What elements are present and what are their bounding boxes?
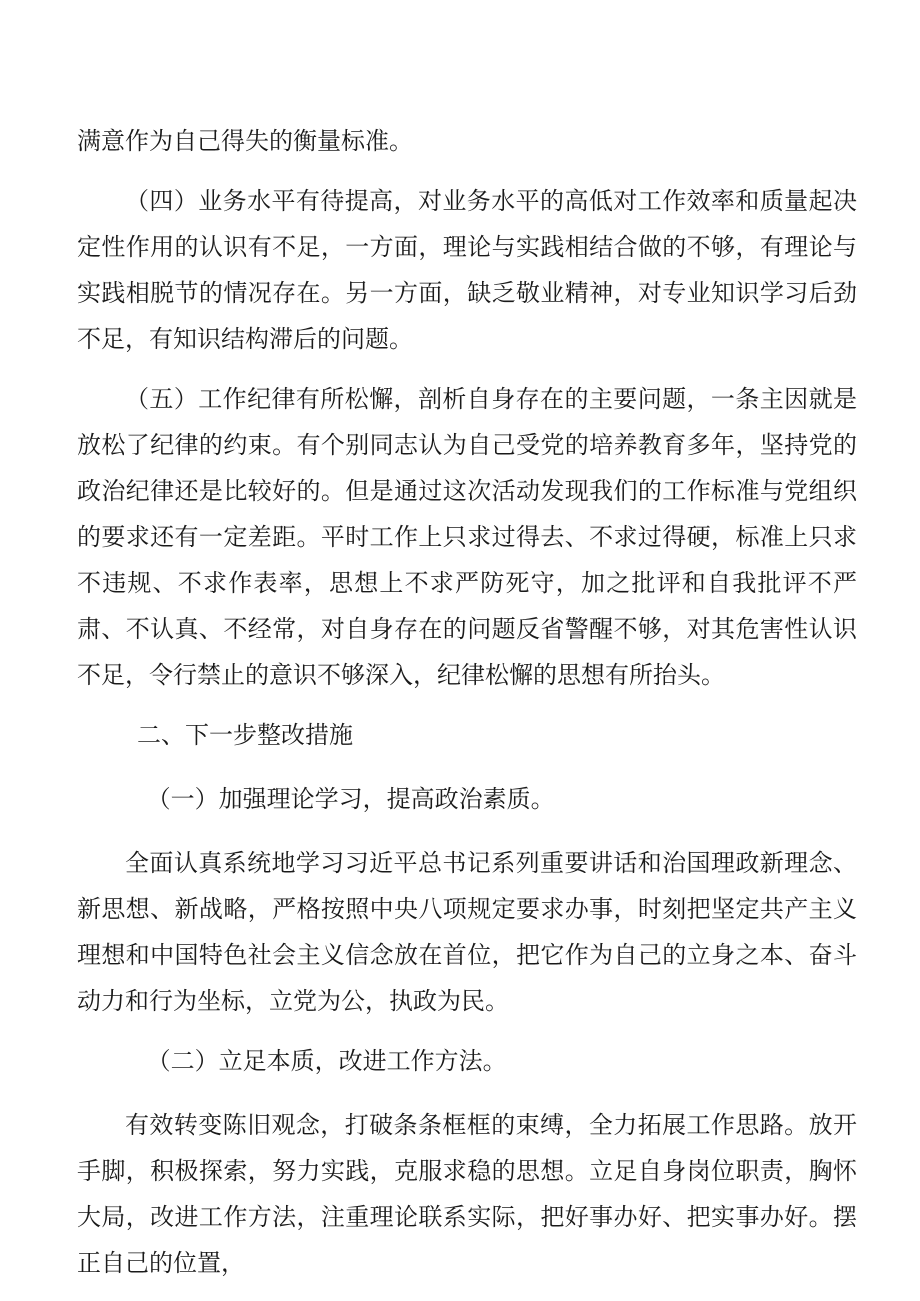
paragraph-measure-2: 有效转变陈旧观念，打破条条框框的束缚，全力拓展工作思路。放开手脚，积极探索，努力实践，克服求稳的思想。立足自身岗位职责，胸怀大局，改进工作方法，注重理论联系实际，把好事办好、把实事办好。摆正自己的位置， [77, 1111, 857, 1277]
paragraph-item-5: （五）工作纪律有所松懈，剖析自身存在的主要问题，一条主因就是放松了纪律的约束。有个别同志认为自己受党的培养教育多年，坚持党的政治纪律还是比较好的。但是通过这次活动发现我们的工作标准与党组织的要求还有一定差距。平时工作上只求过得去、不求过得硬，标准上只求不违规、不求作表率，思想上不求严防死守，加之批评和自我批评不严肃、不认真、不经常，对自身存在的问题反省警醒不够，对其危害性认识不足，令行禁止的意识不够深入，纪律松懈的思想有所抬头。 [77, 385, 857, 689]
section-heading-2: 二、下一步整改措施 [137, 721, 353, 749]
document-body [77, 118, 857, 1300]
paragraph-measure-1: 全面认真系统地学习习近平总书记系列重要讲话和治国理政新理念、新思想、新战略，严格按照中央八项规定要求办事，时刻把坚定共产主义理想和中国特色社会主义信念放在首位，把它作为自己的立身之本、奋斗动力和行为坐标，立党为公，执政为民。 [77, 849, 857, 1015]
subheading-1: （一）加强理论学习，提高政治素质。 [146, 785, 555, 813]
subheading-2: （二）立足本质，改进工作方法。 [146, 1047, 507, 1075]
paragraph-item-4: （四）业务水平有待提高，对业务水平的高低对工作效率和质量起决定性作用的认识有不足，一方面，理论与实践相结合做的不够，有理论与实践相脱节的情况存在。另一方面，缺乏敬业精神，对专业知识学习后劲不足，有知识结构滞后的问题。 [77, 187, 857, 353]
paragraph-continuation: 满意作为自己得失的衡量标准。 [77, 127, 413, 155]
